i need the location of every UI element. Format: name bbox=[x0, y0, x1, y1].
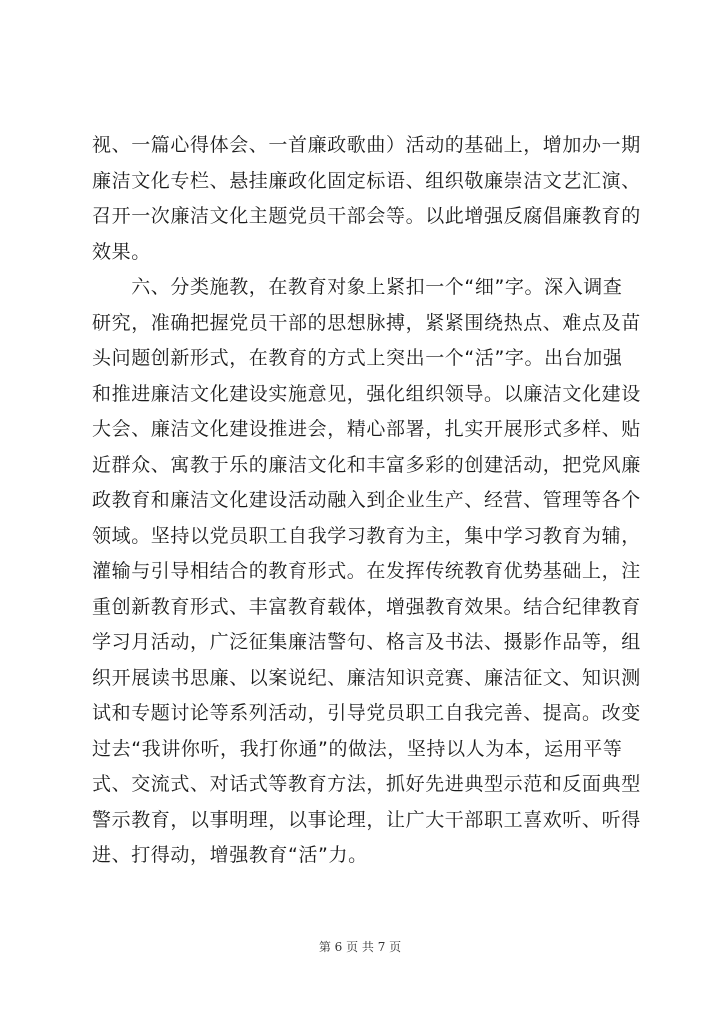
text-line: 试和专题讨论等系列活动，引导党员职工自我完善、提高。改变 bbox=[92, 702, 641, 724]
text-line: 召开一次廉洁文化主题党员干部会等。以此增强反腐倡廉教育的 bbox=[92, 205, 641, 227]
text-line: 式、交流式、对话式等教育方法，抓好先进典型示范和反面典型 bbox=[92, 773, 641, 795]
text-line: 织开展读书思廉、以案说纪、廉洁知识竞赛、廉洁征文、知识测 bbox=[92, 666, 641, 689]
text-line: 警示教育，以事明理，以事论理，让广大干部职工喜欢听、听得 bbox=[92, 808, 641, 831]
text-line: 学习月活动，广泛征集廉洁警句、格言及书法、摄影作品等，组 bbox=[92, 631, 641, 653]
text-line: 六、分类施教，在教育对象上紧扣一个“细”字。深入调查 bbox=[92, 276, 623, 298]
text-line: 效果。 bbox=[92, 240, 151, 263]
text-line: 领域。坚持以党员职工自我学习教育为主，集中学习教育为辅， bbox=[92, 524, 641, 547]
text-line: 视、一篇心得体会、一首廉政歌曲）活动的基础上，增加办一期 bbox=[92, 134, 641, 156]
text-line: 廉洁文化专栏、悬挂廉政化固定标语、组织敬廉崇洁文艺汇演、 bbox=[92, 169, 641, 192]
text-line: 头问题创新形式，在教育的方式上突出一个“活”字。出台加强 bbox=[92, 347, 623, 369]
text-line: 大会、廉洁文化建设推进会，精心部署，扎实开展形式多样、贴 bbox=[92, 418, 641, 440]
text-line: 和推进廉洁文化建设实施意见，强化组织领导。以廉洁文化建设 bbox=[92, 382, 641, 405]
text-line: 政教育和廉洁文化建设活动融入到企业生产、经营、管理等各个 bbox=[92, 489, 641, 511]
text-line: 重创新教育形式、丰富教育载体，增强教育效果。结合纪律教育 bbox=[92, 595, 641, 618]
page-number-footer: 第 6 页 共 7 页 bbox=[318, 940, 402, 954]
text-line: 进、打得动，增强教育“活”力。 bbox=[92, 844, 368, 866]
text-line: 研究，准确把握党员干部的思想脉搏，紧紧围绕热点、难点及苗 bbox=[92, 311, 641, 334]
text-line: 过去“我讲你听，我打你通”的做法，坚持以人为本，运用平等 bbox=[92, 737, 623, 760]
text-line: 近群众、寓教于乐的廉洁文化和丰富多彩的创建活动，把党风廉 bbox=[92, 453, 641, 476]
body-text bbox=[92, 128, 641, 874]
text-line: 灌输与引导相结合的教育形式。在发挥传统教育优势基础上，注 bbox=[92, 560, 641, 582]
